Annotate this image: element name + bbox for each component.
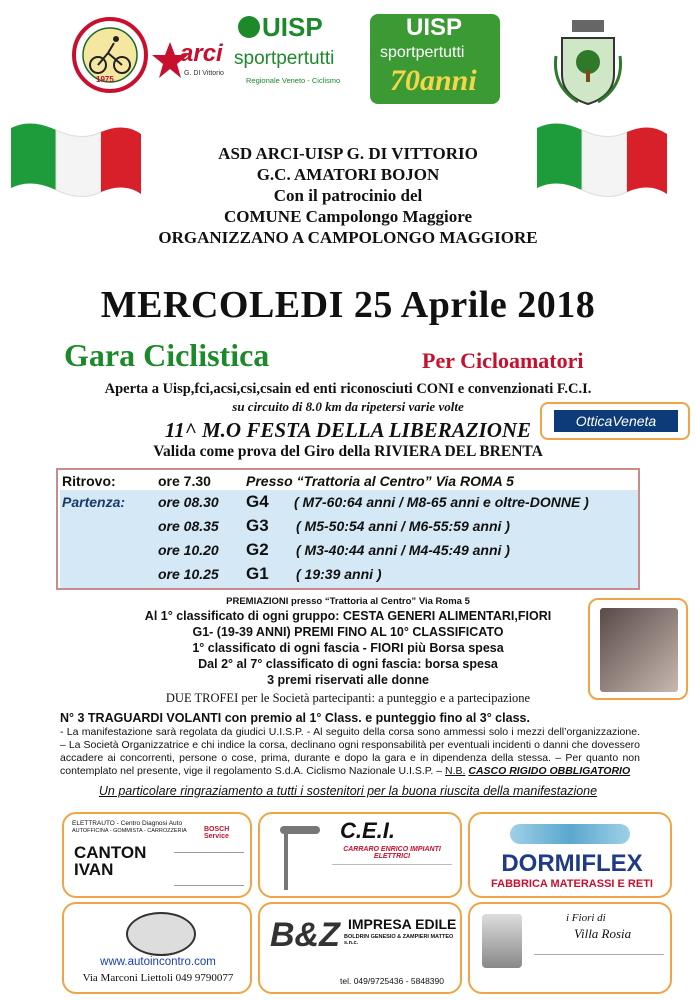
departure-group: G1 [246, 564, 269, 583]
ritrovo-time: ore 7.30 [158, 473, 211, 489]
departure-category: ( M5-50:54 anni / M6-55:59 anni ) [296, 518, 510, 534]
fiori-name: i Fiori di [566, 912, 606, 924]
departure-time: ore 08.30 [158, 494, 219, 510]
fiori-rose-photo [482, 914, 522, 968]
event-subtitle: Per Cicloamatori [422, 348, 584, 373]
nb-label: N.B. [445, 765, 466, 777]
organizer-line-3: Con il patrocinio del [273, 186, 423, 205]
uisp-title: UISP [262, 12, 323, 42]
event-festa: 11^ M.O FESTA DELLA LIBERAZIONE [164, 418, 532, 442]
departure-category: ( 19:39 anni ) [296, 566, 382, 582]
fiori-details [534, 954, 664, 986]
autoincontro-address: Via Marconi Liettoli 049 9790077 [82, 972, 234, 984]
florist-card-image [600, 608, 678, 692]
schedule-row [58, 515, 638, 539]
regulations-text [60, 726, 640, 778]
autoincontro-url[interactable]: www.autoincontro.com [100, 956, 216, 968]
arci-logo [150, 30, 228, 90]
uisp70-tagline: sportpertutti [380, 44, 465, 61]
schedule-row [58, 539, 638, 563]
event-open-to: Aperta a Uisp,fci,acsi,csi,csain ed enti riconosciuti CONI e convenzionati F.C.I. [104, 381, 592, 397]
dormiflex-name: DORMIFLEX [501, 850, 643, 877]
amatori-year: 1975 [96, 75, 114, 84]
departure-time: ore 10.20 [158, 542, 219, 558]
schedule-row [58, 563, 638, 587]
prize-line: Dal 2° al 7° classificato di ogni fascia: borsa spesa [198, 657, 498, 671]
traguardi-volanti: N° 3 TRAGUARDI VOLANTI con premio al 1° Class. e punteggio fino al 3° class. [60, 711, 530, 725]
amatori-bojon-logo [72, 15, 148, 95]
uisp-70anni-logo [370, 14, 500, 104]
sponsor-canton-ivan [62, 812, 252, 898]
bz-tel: tel. 049/9725436 - 5848390 [340, 976, 444, 986]
logo-row [0, 10, 696, 110]
cei-sub: CARRARO ENRICO IMPIANTI ELETTRICI [343, 846, 441, 860]
departure-group: G2 [246, 540, 269, 559]
organizer-line-2: G.C. AMATORI BOJON [256, 165, 440, 184]
uisp70-years: 70anni [390, 64, 477, 97]
canton-bosch: BOSCH Service [204, 826, 230, 840]
departure-group: G3 [246, 516, 269, 535]
street-lamp-pole [284, 830, 288, 890]
uisp-globe-icon [238, 16, 260, 38]
fiori-name2: Villa Rosia [574, 926, 632, 941]
dormiflex-sub: FABBRICA MATERASSI E RETI [491, 878, 653, 890]
autoincontro-logo [126, 912, 196, 956]
arci-subtitle: G. DI Vittorio [184, 70, 224, 77]
sponsor-autoincontro [62, 902, 252, 994]
comune-coat-of-arms [548, 16, 628, 108]
bz-sub: BOLDRIN GENESIO & ZAMPIERI MATTEO s.n.c. [344, 934, 454, 946]
departure-group: G4 [246, 492, 269, 511]
event-date: MERCOLEDI 25 Aprile 2018 [100, 284, 596, 326]
ritrovo-place: Presso “Trattoria al Centro” Via ROMA 5 [246, 473, 514, 489]
organizer-line-4: COMUNE Campolongo Maggiore [223, 207, 473, 226]
arci-wordmark: arci [180, 40, 223, 67]
thanks-line: Un particolare ringraziamento a tutti i sostenitori per la buona riuscita della manifestazione [98, 784, 598, 798]
event-title: Gara Ciclistica [64, 337, 270, 373]
schedule-row [58, 491, 638, 515]
uisp-tagline: sportpertutti [234, 48, 335, 69]
uisp70-title: UISP [406, 14, 463, 41]
sponsor-cei [258, 812, 462, 898]
dormiflex-wave-icon [510, 824, 630, 844]
schedule-box [56, 468, 640, 590]
organizers-block [0, 143, 696, 248]
helmet-required: CASCO RIGIDO OBBLIGATORIO [468, 765, 631, 777]
prize-line: 3 premi riservati alle donne [267, 673, 429, 687]
departure-time: ore 10.25 [158, 566, 219, 582]
departure-time: ore 08.35 [158, 518, 219, 534]
organizer-line-1: ASD ARCI-UISP G. DI VITTORIO [218, 144, 478, 163]
ottica-veneta-brand: OtticaVeneta [554, 410, 678, 432]
bz-logo: B&Z [270, 916, 340, 954]
departure-category: ( M7-60:64 anni / M8-65 anni e oltre-DONNE ) [294, 494, 589, 510]
canton-sub: AUTOFFICINA - GOMMISTA - CARROZZERIA [72, 828, 187, 834]
uisp-region: Regionale Veneto - Ciclismo [246, 76, 341, 85]
cei-name: C.E.I. [340, 818, 396, 843]
regulations-body: - La manifestazione sarà regolata da giudici U.I.S.P. - Al seguito della corsa sono ammessi solo i mezzi dell’organizzazione. – La Società Organizzatrice e chi indice la corsa, declinano ogni responsabilità per eventuali incidenti o danni che dovessero accadere ai concorrenti, persone o cose, prima, durante e dopo la gara e in dipendenza della stessa. – Per quanto non contemplato nel presente, vige il regolamento S.d.A. Ciclismo Nazionale U.I.S.P. – [60, 726, 640, 777]
partenza-label: Partenza: [62, 494, 126, 510]
event-circuit: su circuito di 8.0 km da ripetersi varie volte [232, 399, 464, 414]
canton-details [174, 852, 244, 886]
prize-line: 1° classificato di ogni fascia - FIORI più Borsa spesa [192, 641, 504, 655]
prize-line: Al 1° classificato di ogni gruppo: CESTA GENERI ALIMENTARI,FIORI [144, 609, 552, 623]
bz-name: IMPRESA EDILE [348, 916, 457, 932]
ritrovo-label: Ritrovo: [62, 473, 116, 489]
event-valid: Valida come prova del Giro della RIVIERA DEL BRENTA [153, 443, 543, 460]
sponsor-bz-impresa-edile [258, 902, 462, 994]
prize-line: G1- (19-39 ANNI) PREMI FINO AL 10° CLASSIFICATO [192, 625, 504, 639]
cei-details [332, 864, 452, 892]
prizes-heading: PREMIAZIONI presso “Trattoria al Centro” Via Roma 5 [226, 596, 470, 607]
canton-name: CANTON IVAN [74, 843, 147, 879]
departure-category: ( M3-40:44 anni / M4-45:49 anni ) [296, 542, 510, 558]
organizer-line-5: ORGANIZZANO A CAMPOLONGO MAGGIORE [158, 228, 538, 247]
canton-top: ELETTRAUTO - Centro Diagnosi Auto [72, 820, 183, 827]
sponsor-dormiflex [468, 812, 672, 898]
uisp-regionale-logo [232, 12, 342, 102]
prize-trophies: DUE TROFEI per le Società partecipanti: a punteggio e a partecipazione [165, 691, 531, 705]
florist-ad-photo [588, 598, 688, 700]
sponsor-fiori-villa-rosia [468, 902, 672, 994]
